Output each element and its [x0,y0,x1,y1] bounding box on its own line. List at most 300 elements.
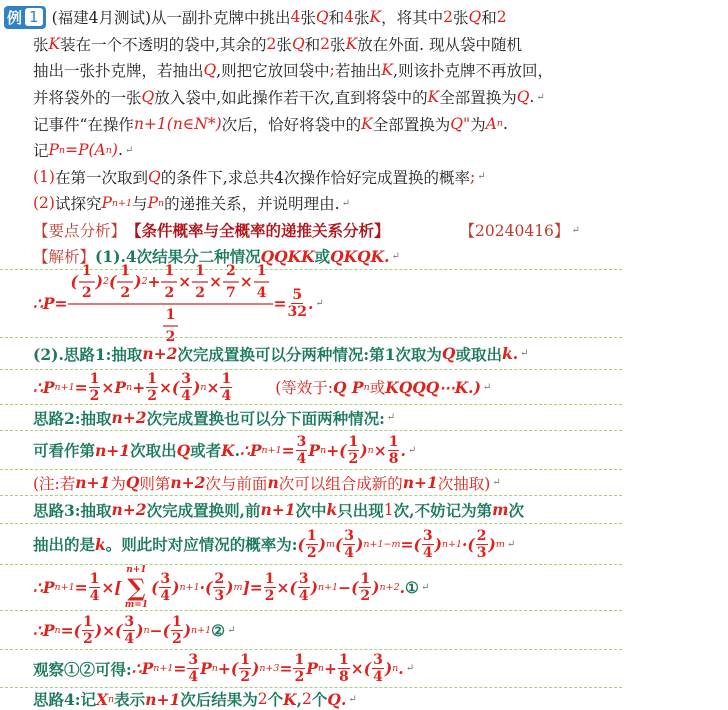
fraction-numerator: 2 [223,263,239,283]
fraction-numerator [68,263,274,305]
fraction-denominator: 4 [160,588,171,605]
text-segment: n [105,144,112,156]
text-segment: n+1 [260,500,296,520]
text-segment: 次 [508,500,524,520]
text-segment: n [496,118,503,130]
fraction-denominator: 2 [164,284,175,301]
fraction [223,263,239,301]
text-segment: Q [468,8,482,27]
paragraph-mark: ↵ [571,224,580,236]
text-segment: Q [327,689,341,709]
text-segment: = [273,294,287,314]
text-segment: . [234,440,240,460]
fraction-denominator: 2 [147,387,157,404]
text-segment: =( [400,534,421,554]
fraction-numerator: 1 [360,571,371,588]
solution-line [0,262,622,345]
fraction [79,263,95,301]
fraction [89,571,101,604]
text-segment: ,则该扑克牌不再放回， [393,62,553,81]
fraction-denominator: 2 [171,630,182,647]
text-segment: ) [95,272,103,292]
text-segment: 若抽出 [334,62,382,81]
text-segment: n+1 [402,473,438,493]
text-segment: n+1(n∈N*) [133,114,222,133]
solution-line [0,496,622,524]
text-segment: P [101,194,112,213]
solution-line [0,565,622,611]
text-segment: Q [441,344,456,364]
fraction-numerator: 3 [344,527,355,544]
text-segment: K [369,8,382,27]
text-segment: Q [315,8,329,27]
fraction-numerator: 1 [79,263,95,283]
text-segment: × [206,377,220,397]
fraction-denominator: 32 [287,304,307,321]
fraction [239,652,251,685]
text-segment: (福建4月测试)从一副扑克牌中挑出 [51,9,291,28]
text-segment: ×( [276,578,297,598]
fraction [476,528,488,561]
fraction-denominator: 4 [373,669,383,686]
fraction [187,652,199,685]
problem-line [0,84,728,111]
fraction-denominator: 2 [294,669,305,686]
text-segment: 为 [110,474,126,493]
fraction [220,371,232,404]
text-segment: 抽出一张扑克牌，若抽出 [33,62,204,81]
fraction [171,614,183,647]
fraction-numerator: 2 [476,527,487,544]
text-segment: 2 [257,690,268,709]
fraction-denominator: 2 [120,284,131,301]
text-segment: = [173,659,187,679]
text-segment: 2 [141,276,148,288]
fraction [254,263,270,301]
text-segment: n+2 [111,500,147,520]
fraction-numerator: 1 [264,571,275,588]
fraction-numerator: 1 [147,370,157,387]
text-segment: n [392,663,399,675]
text-segment: 思路4:记 [33,690,97,710]
fraction-numerator: 1 [89,370,100,387]
fraction-denominator: 3 [214,588,225,605]
text-segment: K [221,440,235,460]
fraction-numerator: 3 [298,571,309,588]
text-segment: ) [193,377,201,397]
solution-line [0,470,622,496]
text-segment: 次后，恰好将袋中的 [221,115,362,134]
text-segment: k [501,344,513,364]
text-segment: 4 [344,8,355,27]
fraction-numerator: 3 [181,370,192,387]
sum-lower-limit: m=1 [124,599,149,610]
text-segment: ×( [350,659,372,679]
text-segment: . [502,114,508,133]
fraction [372,652,384,685]
text-segment: 【20240416】 [459,222,570,241]
paragraph-mark: ↵ [124,144,134,156]
text-segment: . [117,141,123,160]
text-segment: n [143,624,150,636]
fraction-denominator: 2 [360,588,371,605]
fraction-denominator: 4 [422,544,433,561]
text-segment: 的条件下,求总共4次操作恰好完成置换的概率 [160,168,470,187]
problem-line [0,137,728,164]
text-segment: 1 [383,500,394,519]
text-segment: n+3 [259,663,280,675]
text-segment: Q P [333,377,364,397]
fraction-denominator: 4 [344,544,355,561]
fraction-denominator: 4 [298,588,309,605]
fraction [213,571,225,604]
fraction-denominator: 2 [89,387,100,404]
fraction-numerator: 5 [292,287,303,304]
text-segment: ② [211,620,226,640]
text-segment: )×( [94,620,123,640]
fraction [159,571,171,604]
text-segment: n+1 [95,440,131,460]
text-segment: (1).4次结果分二种情况 [95,247,261,267]
text-segment: m [233,582,243,594]
fraction-denominator: 2 [195,284,205,301]
fraction-numerator: 1 [306,527,317,544]
sum-upper-limit: n+1 [126,564,147,575]
text-segment: × [373,440,387,460]
text-segment: n+1 [153,663,174,675]
text-segment: +( [326,440,347,460]
text-segment: × [208,272,222,292]
text-segment: 表示 [114,690,146,710]
fraction-denominator: 8 [339,669,349,686]
text-segment: 2 [102,276,109,288]
text-segment: 记 [33,142,49,161]
text-segment: 与 [132,195,148,214]
text-segment: 次完成置换可以分两种情况:第1次取为 [177,344,442,364]
text-segment: ∴P= [33,294,68,314]
text-segment: 张 [300,9,316,28]
fraction-denominator: 2 [306,544,317,561]
problem-statement [0,4,728,243]
fraction-numerator: 1 [163,307,179,327]
fraction [359,571,371,604]
fraction [117,263,133,301]
fraction-numerator: 1 [339,652,349,669]
text-segment: −( [149,620,170,640]
text-segment: ) [434,534,442,554]
text-segment: K [48,34,61,53]
text-segment: 次,不妨记为第 [393,500,493,520]
problem-line [0,217,728,244]
text-segment: ∴P [33,620,55,640]
text-segment: ) [183,620,192,640]
paragraph-mark: ↵ [341,197,350,209]
fraction-denominator: 4 [188,669,199,686]
text-segment: m [492,500,509,520]
text-segment: 次中 [295,500,327,520]
text-segment: n [200,381,207,393]
text-segment: . [400,440,406,460]
text-segment: ) [111,141,118,160]
fraction-denominator: 4 [221,387,232,404]
text-segment: n+1 [317,582,339,594]
text-segment: 个 [267,690,284,710]
text-segment: −( [338,578,359,598]
problem-line [0,164,728,191]
text-segment: 2 [320,34,331,53]
text-segment: 个 [311,690,328,710]
problem-line [0,110,728,137]
text-segment: . [529,88,535,107]
text-segment: = [279,659,293,679]
fraction-numerator: 3 [422,527,433,544]
paragraph-mark: ↵ [420,582,430,594]
fraction-numerator: 1 [117,263,133,283]
text-segment: k [326,500,338,520]
text-segment: 则第 [139,474,171,493]
text-segment: ) [252,659,260,679]
fraction-denominator: 4 [296,450,307,467]
text-segment: n+1 [179,582,200,594]
text-segment: ，将其中 [381,9,444,28]
text-segment: K [345,34,358,53]
text-segment: n [211,663,218,675]
text-segment: n+1 [111,197,133,209]
text-segment: 【条件概率与全概率的递推关系分析】 [126,221,390,241]
paragraph-mark: ↵ [506,538,516,550]
text-segment: 2 [302,690,312,709]
text-segment: 试探究 [54,195,102,214]
badge-number: 1 [25,8,43,26]
text-segment: m [495,538,505,550]
text-segment: +( [217,659,239,679]
text-segment: . [512,344,519,364]
paragraph-mark: ↵ [482,381,492,393]
text-segment: (注:若 [33,474,76,493]
paragraph-mark: ↵ [315,298,324,310]
fraction-numerator: 1 [221,370,232,387]
text-segment: 2 [443,8,454,27]
text-segment: ( [70,272,78,292]
text-segment: ) [488,534,496,554]
fraction-numerator: 1 [388,433,399,450]
sigma-symbol: ∑ [127,572,146,602]
text-segment: Q [141,88,155,107]
text-segment: 次可以组合成新的 [278,474,403,493]
text-segment: P [147,194,158,213]
text-segment: P [48,141,59,160]
fraction [293,652,305,685]
text-segment: . [398,659,404,679]
compound-fraction [68,263,274,345]
fraction-numerator: 3 [296,433,307,450]
text-segment: . [307,294,314,314]
fraction [180,371,192,404]
problem-line [0,31,728,58]
text-segment: 次完成置换则,前 [146,500,261,520]
text-segment: 全部置换为 [372,115,451,134]
fraction-denominator: 7 [225,284,236,301]
fraction-denominator [162,305,180,345]
fraction-denominator: 2 [82,630,93,647]
text-segment: ) [372,578,380,598]
text-segment: ×[ [101,578,122,598]
text-segment: K [427,88,440,107]
text-segment: 4 [290,8,301,27]
text-segment: 放入袋中,如此操作若干次,直到将袋中的 [154,89,428,108]
paragraph-mark: ↵ [227,624,236,636]
text-segment: (1) [33,167,55,186]
paragraph-mark: ↵ [348,693,357,705]
fraction-numerator: 2 [214,571,225,588]
text-segment: n [363,381,370,393]
text-segment: 思路2:抽取 [33,408,112,428]
text-segment: 次抽取) [437,474,491,493]
text-segment: n [126,381,133,393]
text-segment: 次后结果为 [180,690,258,710]
text-segment: Q [203,61,217,80]
text-segment: ① [405,578,419,598]
text-segment: Q [516,88,530,107]
fraction [82,614,94,647]
fraction-numerator: 1 [254,263,270,283]
text-segment: n+1 [145,689,181,709]
text-segment: QQKK [260,246,315,266]
text-segment: n [108,693,115,705]
text-segment: = [74,377,88,397]
text-segment: ,则把它放回袋中 [216,62,330,81]
fraction [146,371,158,404]
text-segment: P [200,659,212,679]
text-segment: ) [384,659,393,679]
text-segment: , [296,689,303,709]
text-segment: 或取出 [455,344,502,364]
problem-line [0,190,728,217]
text-segment: = [281,440,295,460]
text-segment: 张 [33,35,49,54]
text-segment: K [283,689,297,709]
solution-line [0,688,622,710]
text-segment: 。则此时对应情况的概率为: [105,535,298,555]
paragraph-mark: ↵ [536,91,545,103]
text-segment: 或者 [190,441,222,461]
text-segment: 和 [481,9,497,28]
fraction-denominator: 2 [165,328,176,345]
text-segment: ) [360,440,368,460]
fraction-numerator: 1 [192,263,208,283]
fraction [264,571,276,604]
text-segment: (等效于: [275,379,334,398]
text-segment: ·( [462,534,475,554]
text-segment: 张 [276,35,292,54]
fraction [338,652,350,685]
summation [125,565,148,611]
text-segment: 放在外面. 现从袋中随机 [357,35,523,54]
text-segment: Q [291,34,305,53]
fraction-denominator: 8 [388,450,399,467]
fraction-numerator: 1 [82,613,93,630]
text-segment: ]= [242,578,263,598]
text-segment: n+2 [170,473,206,493]
text-segment: (2) [33,194,55,213]
text-segment: X [96,689,109,709]
text-segment: . [384,246,390,266]
text-segment: ; [329,61,335,80]
text-segment: + [147,272,161,292]
text-segment: 为 [470,115,486,134]
fraction-denominator: 2 [81,284,92,301]
fraction [161,263,177,301]
text-segment: K [381,61,394,80]
text-segment: ( [151,578,159,598]
text-segment: 张 [354,9,370,28]
fraction-denominator: 3 [476,544,487,561]
text-segment: 张 [453,9,469,28]
fraction [89,371,101,404]
fraction-numerator: 1 [294,652,305,669]
fraction-numerator: 1 [171,613,182,630]
text-segment: 【要点分析】 [33,222,127,241]
paragraph-mark: ↵ [520,348,529,360]
paragraph-mark: ↵ [407,444,417,456]
text-segment: . [340,689,347,709]
paragraph-mark: ↵ [405,663,415,675]
fraction-numerator: 3 [160,571,171,588]
paragraph-mark: ↵ [477,171,486,183]
text-segment: 和 [328,9,345,28]
solution-line [0,524,622,565]
text-segment: n+1 [75,473,111,493]
text-segment: Q" [450,114,471,133]
fraction-denominator: 2 [240,669,250,686]
text-segment: n [158,197,165,209]
text-segment: n [267,473,279,493]
text-segment: 次取出 [130,441,177,461]
text-segment: ×P [101,377,127,397]
fraction-denominator: 2 [348,450,359,467]
text-segment: Q [147,167,161,186]
text-segment: K [361,114,373,133]
text-segment: 的递推关系，并说明理由. [164,195,340,214]
text-segment: 和 [304,35,321,54]
fraction [422,528,434,561]
fraction-denominator: 4 [89,588,100,605]
fraction [296,434,308,467]
fraction-numerator: 1 [240,652,250,669]
text-segment: ( [334,534,343,554]
solution-section [0,243,728,710]
text-segment: ∴P [240,440,262,460]
text-segment: Q [176,440,191,460]
text-segment: 观察①②可得: [33,659,132,679]
text-segment: 在第一次取到 [54,168,148,187]
text-segment: n+1 [261,444,282,456]
document [0,4,728,710]
text-segment: 2 [266,34,277,53]
fraction [306,528,318,561]
text-segment: k [95,534,106,554]
text-segment: n+1 [191,624,212,636]
solution-line [0,650,622,688]
fraction-numerator: 1 [161,263,177,283]
text-segment: 张 [330,35,346,54]
text-segment: n+1 [54,381,75,393]
fraction [348,434,360,467]
fraction-numerator: 1 [348,433,359,450]
paragraph-mark: ↵ [492,477,501,489]
text-segment: =( [60,620,81,640]
text-segment: ) [134,272,142,292]
